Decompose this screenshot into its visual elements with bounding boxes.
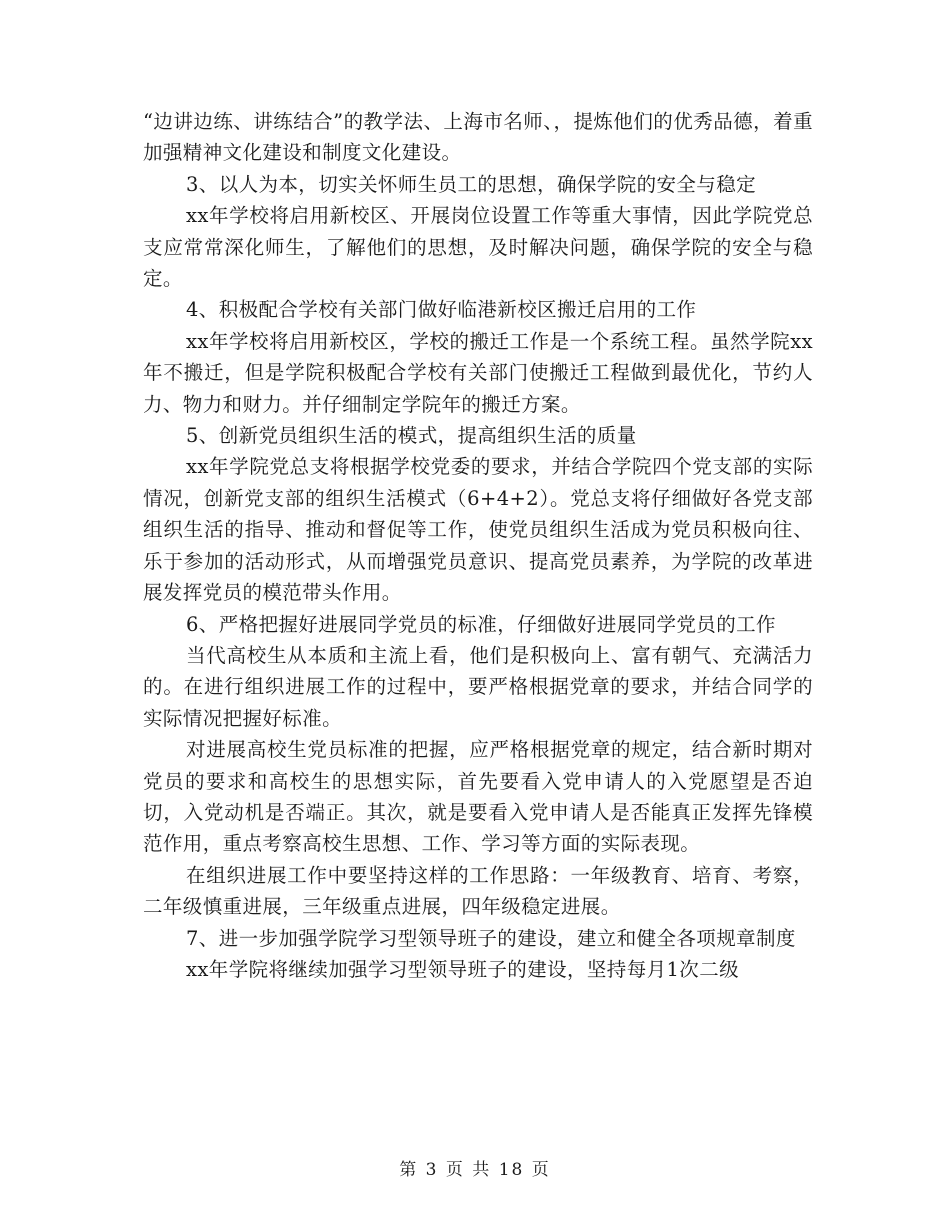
paragraph-heading-6: 6、严格把握好进展同学党员的标准，仔细做好进展同学党员的工作	[186, 612, 776, 636]
paragraph-body: xx年学院党总支将根据学校党委的要求，并结合学院四个党支部的实际情况，创新党支部的组织生活模式（6+4+2）。党总支将仔细做好各党支部组织生活的指导、推动和督促等工作，使党员组织生活成为党员积极向往、乐于参加的活动形式，从而增强党员意识、提高党员素养，为学院的改革进展发挥党员的模范带头作用。	[143, 455, 813, 605]
paragraph-body: xx年学院将继续加强学习型领导班子的建设，坚持每月1次二级	[186, 957, 740, 981]
paragraph-body: xx年学校将启用新校区、开展岗位设置工作等重大事情，因此学院党总支应常常深化师生，了解他们的思想，及时解决问题，确保学院的安全与稳定。	[143, 204, 813, 291]
paragraph-body: xx年学校将启用新校区，学校的搬迁工作是一个系统工程。虽然学院xx年不搬迁，但是学院积极配合学校有关部门使搬迁工程做到最优化，节约人力、物力和财力。并仔细制定学院年的搬迁方案。	[143, 329, 813, 416]
page-number-footer: 第 3 页 共 18 页	[399, 1160, 551, 1180]
paragraph-body: 对进展高校生党员标准的把握，应严格根据党章的规定，结合新时期对党员的要求和高校生的思想实际，首先要看入党申请人的入党愿望是否迫切，入党动机是否端正。其次，就是要看入党申请人是否能真正发挥先锋模范作用，重点考察高校生思想、工作、学习等方面的实际表现。	[143, 738, 813, 856]
document-body	[143, 106, 813, 985]
paragraph-heading-5: 5、创新党员组织生活的模式，提高组织生活的质量	[186, 424, 637, 448]
paragraph-body: 在组织进展工作中要坚持这样的工作思路：一年级教育、培育、考察，二年级慎重进展，三年级重点进展，四年级稳定进展。	[143, 863, 813, 919]
paragraph-heading-3: 3、以人为本，切实关怀师生员工的思想，确保学院的安全与稳定	[186, 172, 757, 196]
paragraph-heading-4: 4、积极配合学校有关部门做好临港新校区搬迁启用的工作	[186, 298, 697, 322]
paragraph-body: 当代高校生从本质和主流上看，他们是积极向上、富有朝气、充满活力的。在进行组织进展工作的过程中，要严格根据党章的要求，并结合同学的实际情况把握好标准。	[143, 643, 813, 730]
paragraph-continuation: “边讲边练、讲练结合”的教学法、上海市名师、，提炼他们的优秀品德，着重加强精神文化建设和制度文化建设。	[143, 110, 813, 165]
paragraph-heading-7: 7、进一步加强学院学习型领导班子的建设，建立和健全各项规章制度	[186, 926, 796, 950]
